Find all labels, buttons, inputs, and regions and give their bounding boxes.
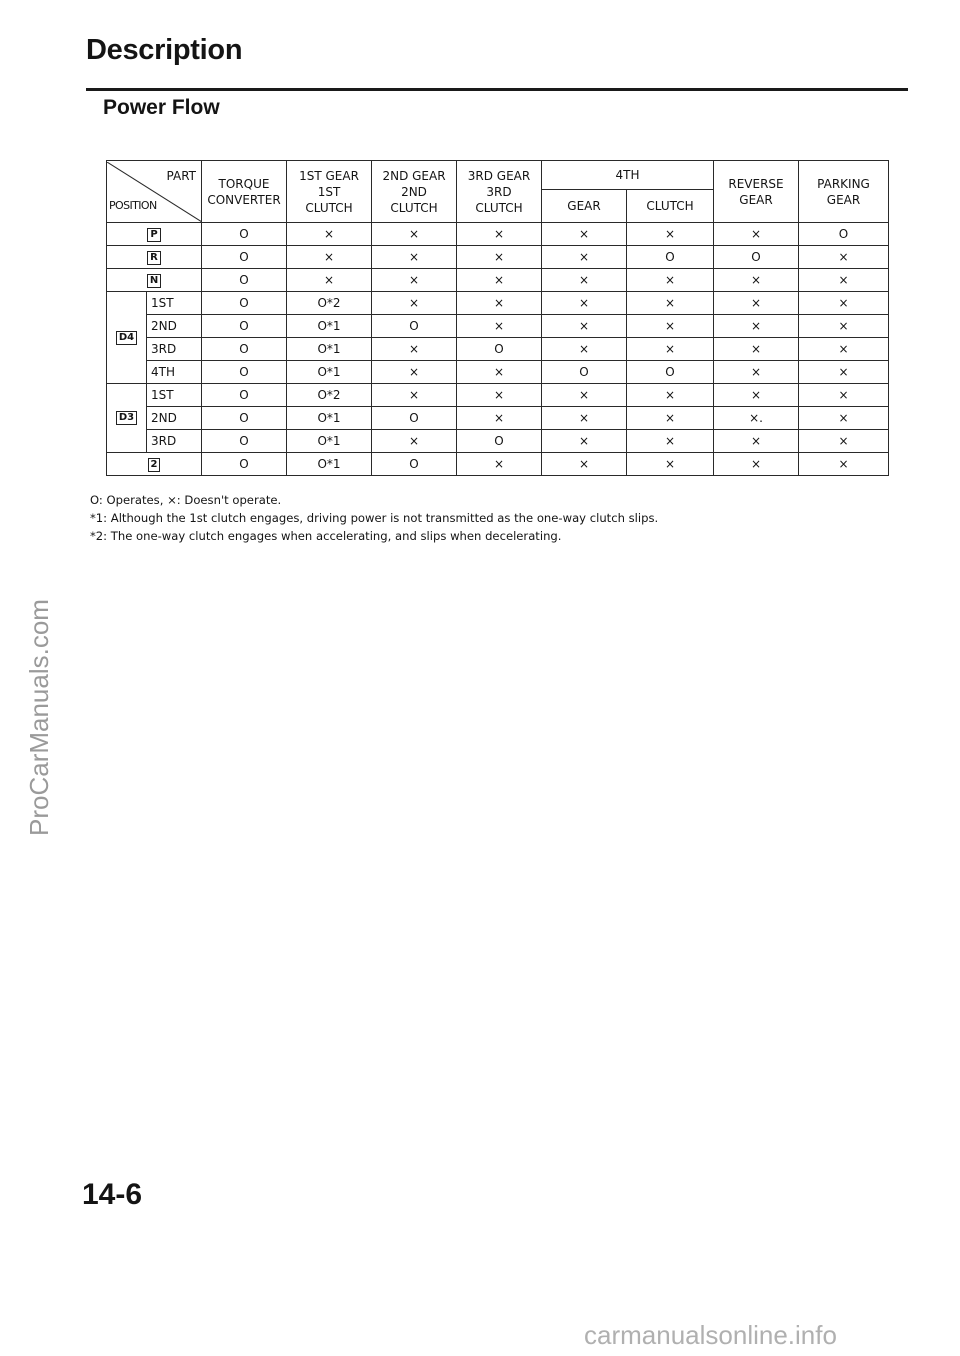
status-cell xyxy=(542,246,627,269)
status-value: × xyxy=(838,411,849,425)
heading-rule xyxy=(86,88,908,91)
status-value: × xyxy=(408,342,420,356)
status-value: × xyxy=(750,342,762,356)
status-value: × xyxy=(838,319,849,333)
legend-note: O: Operates, ×: Doesn't operate. xyxy=(90,493,282,507)
status-value: O xyxy=(494,434,504,448)
status-value: × xyxy=(750,227,762,241)
status-cell xyxy=(287,246,372,269)
status-value: O xyxy=(409,457,419,471)
gear-position-cell xyxy=(147,338,202,361)
status-value: O xyxy=(751,250,761,264)
status-value: × xyxy=(493,319,505,333)
status-cell xyxy=(714,407,799,430)
status-cell xyxy=(627,315,714,338)
header-4th-clutch: CLUTCH xyxy=(627,190,714,223)
status-cell xyxy=(287,292,372,315)
status-cell xyxy=(372,292,457,315)
status-value: × xyxy=(408,227,420,241)
status-cell xyxy=(287,453,372,476)
status-value: O xyxy=(239,250,249,264)
table-row xyxy=(107,292,889,315)
status-value: × xyxy=(323,273,335,287)
position-cell xyxy=(107,453,202,476)
status-value: × xyxy=(493,250,505,264)
status-cell xyxy=(372,361,457,384)
status-cell xyxy=(799,292,889,315)
header-4th: 4TH xyxy=(542,161,714,190)
status-cell xyxy=(202,407,287,430)
status-value: × xyxy=(578,434,590,448)
status-cell xyxy=(799,430,889,453)
status-value: × xyxy=(493,457,505,471)
status-value: O xyxy=(665,365,675,379)
table-row xyxy=(107,269,889,292)
status-value: × xyxy=(408,273,420,287)
status-cell xyxy=(799,338,889,361)
status-cell xyxy=(202,246,287,269)
gear-position-label: 1ST xyxy=(151,388,174,402)
header-torque-converter: TORQUE CONVERTER xyxy=(202,161,287,223)
status-value: × xyxy=(750,296,762,310)
status-value: × xyxy=(408,388,420,402)
status-value: × xyxy=(578,296,590,310)
status-value: O*1 xyxy=(317,365,341,379)
gear-position-cell xyxy=(147,292,202,315)
footnote-1: *1: Although the 1st clutch engages, driving power is not transmitted as the one-way clutch slips. xyxy=(90,511,659,525)
header-reverse-gear: REVERSE GEAR xyxy=(714,161,799,223)
status-value: × xyxy=(664,457,676,471)
status-value: × xyxy=(838,273,849,287)
footer-watermark: carmanualsonline.info xyxy=(584,1320,837,1350)
status-value: × xyxy=(408,250,420,264)
table-notes xyxy=(90,491,658,545)
status-cell xyxy=(627,407,714,430)
gear-position-label: 3RD xyxy=(151,342,177,356)
status-cell xyxy=(799,269,889,292)
status-cell xyxy=(287,430,372,453)
status-value: × xyxy=(323,227,335,241)
status-cell xyxy=(542,269,627,292)
status-cell xyxy=(287,269,372,292)
status-value: × xyxy=(493,411,505,425)
status-cell xyxy=(202,269,287,292)
status-value: × xyxy=(750,273,762,287)
status-cell xyxy=(287,361,372,384)
status-cell xyxy=(457,338,542,361)
status-cell xyxy=(627,430,714,453)
status-cell xyxy=(627,269,714,292)
status-cell xyxy=(714,292,799,315)
power-flow-table xyxy=(106,160,889,476)
status-value: × xyxy=(493,296,505,310)
status-value: × xyxy=(838,342,849,356)
status-value: O xyxy=(409,319,419,333)
gear-position-cell xyxy=(147,315,202,338)
status-value: O*1 xyxy=(317,411,341,425)
status-cell xyxy=(542,384,627,407)
status-value: O xyxy=(239,388,249,402)
status-cell xyxy=(799,384,889,407)
power-flow-body xyxy=(107,223,889,476)
status-value: × xyxy=(750,365,762,379)
status-cell xyxy=(542,407,627,430)
status-cell xyxy=(627,453,714,476)
status-cell xyxy=(457,361,542,384)
table-row xyxy=(107,430,889,453)
table-row xyxy=(107,223,889,246)
status-cell xyxy=(287,223,372,246)
status-value: × xyxy=(664,388,676,402)
status-cell xyxy=(799,246,889,269)
status-value: × xyxy=(493,273,505,287)
status-value: O xyxy=(239,365,249,379)
status-value: O xyxy=(239,227,249,241)
range-group-label: D3 xyxy=(116,411,137,425)
status-cell xyxy=(372,384,457,407)
status-value: × xyxy=(750,457,762,471)
status-value: × xyxy=(664,319,676,333)
status-cell xyxy=(799,223,889,246)
status-cell xyxy=(542,292,627,315)
status-value: O*1 xyxy=(317,342,341,356)
status-cell xyxy=(627,361,714,384)
status-value: × xyxy=(578,457,590,471)
status-cell xyxy=(714,338,799,361)
status-cell xyxy=(542,315,627,338)
status-cell xyxy=(457,246,542,269)
table-row xyxy=(107,384,889,407)
status-cell xyxy=(202,315,287,338)
table-row xyxy=(107,407,889,430)
status-cell xyxy=(457,407,542,430)
gear-position-label: 1ST xyxy=(151,296,174,310)
status-cell xyxy=(627,223,714,246)
status-value: ×. xyxy=(749,411,763,425)
position-label: N xyxy=(147,274,161,288)
status-cell xyxy=(799,315,889,338)
corner-position-label: POSITION xyxy=(109,198,157,212)
status-cell xyxy=(202,361,287,384)
status-value: × xyxy=(838,434,849,448)
corner-header-cell xyxy=(107,161,202,223)
status-value: O*2 xyxy=(317,388,341,402)
status-cell xyxy=(714,453,799,476)
status-cell xyxy=(714,361,799,384)
status-value: O xyxy=(239,411,249,425)
status-cell xyxy=(542,338,627,361)
status-cell xyxy=(627,338,714,361)
status-value: O*1 xyxy=(317,434,341,448)
status-cell xyxy=(457,430,542,453)
status-value: × xyxy=(323,250,335,264)
status-value: × xyxy=(578,388,590,402)
status-value: O xyxy=(239,434,249,448)
status-cell xyxy=(372,430,457,453)
status-cell xyxy=(202,292,287,315)
status-cell xyxy=(372,407,457,430)
status-cell xyxy=(287,315,372,338)
status-cell xyxy=(714,246,799,269)
status-value: × xyxy=(838,296,849,310)
status-value: × xyxy=(838,457,849,471)
status-cell xyxy=(714,430,799,453)
status-cell xyxy=(287,384,372,407)
page-heading: Description xyxy=(86,34,243,66)
status-value: × xyxy=(578,273,590,287)
status-value: × xyxy=(750,388,762,402)
status-cell xyxy=(457,223,542,246)
status-value: O*2 xyxy=(317,296,341,310)
status-cell xyxy=(457,384,542,407)
table-row xyxy=(107,453,889,476)
status-value: × xyxy=(408,434,420,448)
range-group-label: D4 xyxy=(116,331,137,345)
status-value: × xyxy=(578,342,590,356)
status-cell xyxy=(372,269,457,292)
status-value: O xyxy=(579,365,589,379)
side-watermark: ProCarManuals.com xyxy=(24,599,54,836)
status-value: × xyxy=(664,227,676,241)
table-row xyxy=(107,315,889,338)
status-value: O xyxy=(239,457,249,471)
status-value: × xyxy=(664,296,676,310)
status-value: × xyxy=(664,273,676,287)
status-value: × xyxy=(838,388,849,402)
status-value: × xyxy=(408,296,420,310)
status-value: × xyxy=(664,411,676,425)
header-1st-gear: 1ST GEAR 1ST CLUTCH xyxy=(287,161,372,223)
status-cell xyxy=(372,246,457,269)
status-value: × xyxy=(578,250,590,264)
footnote-2: *2: The one-way clutch engages when accelerating, and slips when decelerating. xyxy=(90,529,562,543)
gear-position-cell xyxy=(147,361,202,384)
range-group-cell xyxy=(107,384,147,453)
table-row xyxy=(107,338,889,361)
table-row xyxy=(107,361,889,384)
status-cell xyxy=(799,407,889,430)
status-cell xyxy=(372,315,457,338)
status-value: × xyxy=(664,342,676,356)
status-cell xyxy=(457,292,542,315)
position-cell xyxy=(107,246,202,269)
gear-position-label: 2ND xyxy=(151,411,177,425)
status-value: O xyxy=(239,319,249,333)
status-cell xyxy=(457,269,542,292)
status-cell xyxy=(287,338,372,361)
status-value: O xyxy=(494,342,504,356)
status-cell xyxy=(372,223,457,246)
status-cell xyxy=(627,246,714,269)
status-value: O xyxy=(239,273,249,287)
status-cell xyxy=(627,292,714,315)
status-cell xyxy=(714,223,799,246)
corner-part-label: PART xyxy=(166,168,196,183)
status-cell xyxy=(714,315,799,338)
status-cell xyxy=(799,453,889,476)
status-value: × xyxy=(493,388,505,402)
status-value: × xyxy=(578,411,590,425)
status-value: × xyxy=(838,250,849,264)
position-cell xyxy=(107,223,202,246)
status-value: O xyxy=(665,250,675,264)
status-cell xyxy=(202,384,287,407)
header-3rd-gear: 3RD GEAR 3RD CLUTCH xyxy=(457,161,542,223)
status-cell xyxy=(287,407,372,430)
status-cell xyxy=(542,361,627,384)
header-4th-gear: GEAR xyxy=(542,190,627,223)
gear-position-cell xyxy=(147,430,202,453)
status-value: × xyxy=(493,227,505,241)
status-value: O*1 xyxy=(317,319,341,333)
status-value: × xyxy=(578,227,590,241)
status-value: O xyxy=(838,227,849,241)
status-cell xyxy=(542,453,627,476)
position-label: R xyxy=(147,251,161,265)
status-cell xyxy=(457,315,542,338)
status-cell xyxy=(372,453,457,476)
status-value: × xyxy=(664,434,676,448)
status-value: × xyxy=(578,319,590,333)
status-value: × xyxy=(750,319,762,333)
status-cell xyxy=(202,338,287,361)
header-2nd-gear: 2ND GEAR 2ND CLUTCH xyxy=(372,161,457,223)
gear-position-label: 3RD xyxy=(151,434,177,448)
status-cell xyxy=(542,430,627,453)
gear-position-cell xyxy=(147,384,202,407)
status-value: O xyxy=(239,342,249,356)
position-cell xyxy=(107,269,202,292)
range-group-cell xyxy=(107,292,147,384)
table-row xyxy=(107,246,889,269)
status-value: × xyxy=(493,365,505,379)
status-value: O xyxy=(239,296,249,310)
position-label: 2 xyxy=(148,458,161,472)
gear-position-label: 4TH xyxy=(151,365,175,379)
page-number: 14-6 xyxy=(82,1178,143,1211)
status-value: × xyxy=(408,365,420,379)
status-cell xyxy=(714,269,799,292)
gear-position-cell xyxy=(147,407,202,430)
status-cell xyxy=(457,453,542,476)
status-cell xyxy=(202,430,287,453)
status-cell xyxy=(542,223,627,246)
position-label: P xyxy=(147,228,160,242)
status-value: × xyxy=(838,365,849,379)
status-cell xyxy=(372,338,457,361)
header-parking-gear: PARKING GEAR xyxy=(799,161,889,223)
status-value: O xyxy=(409,411,419,425)
gear-position-label: 2ND xyxy=(151,319,177,333)
status-cell xyxy=(202,453,287,476)
section-heading: Power Flow xyxy=(103,96,220,119)
status-value: × xyxy=(750,434,762,448)
status-value: O*1 xyxy=(317,457,341,471)
status-cell xyxy=(799,361,889,384)
status-cell xyxy=(202,223,287,246)
status-cell xyxy=(627,384,714,407)
status-cell xyxy=(714,384,799,407)
